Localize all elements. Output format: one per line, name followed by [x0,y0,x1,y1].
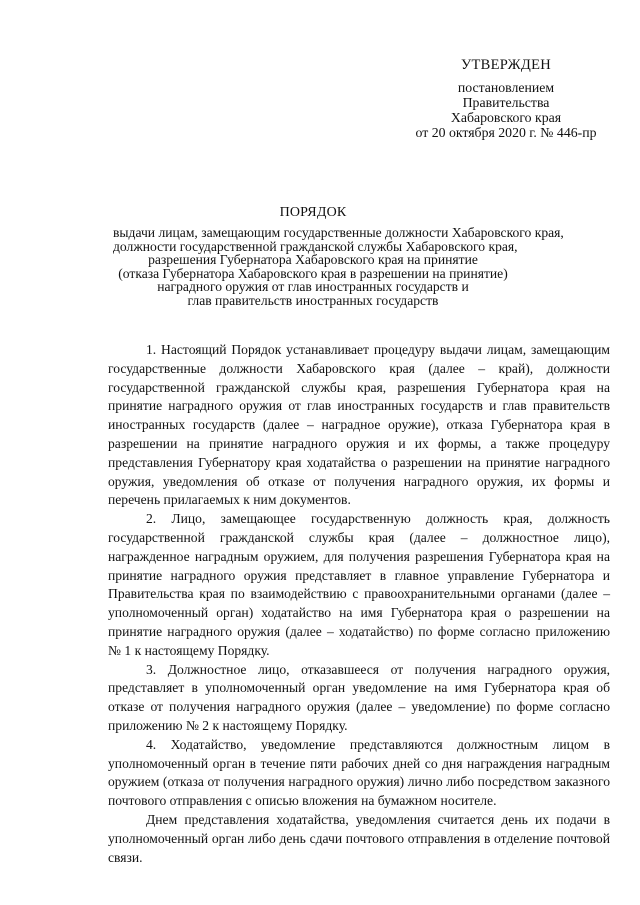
paragraph-2: 2. Лицо, замещающее государственную должность края, должность государственной гражданской службы края (далее – должностное лицо), награжденное наградным оружием, для получения разрешения Губернатора края на принятие наградного оружия представляет в главное управление Губернатора и Правительства края по взаимодействию с правоохранительными органами (далее – уполномоченный орган) ходатайство на имя Губернатора края о разрешении на принятие наградного оружия (далее – ходатайство) по форме согласно приложению № 1 к настоящему Порядку. [108,511,610,658]
approval-date: от 20 октября 2020 г. № 446-пр [415,125,597,140]
document-body [108,341,610,867]
subtitle-line: глав правительств иностранных государств [187,292,439,308]
document-subtitle [113,225,564,308]
subtitle-line: выдачи лицам, замещающим государственные должности Хабаровского края, [113,225,564,240]
paragraph-5: Днем представления ходатайства, уведомления считается день их подачи в уполномоченный орган либо день сдачи почтового отправления в отделение почтовой связи. [108,811,610,865]
paragraph-4: 4. Ходатайство, уведомление представляются должностным лицом в уполномоченный орган в течение пяти рабочих дней со дня награждения наградным оружием (отказа от получения наградного оружия) лично либо посредством заказного почтового отправления с описью вложения на бумажном носителе. [108,736,610,809]
document-title: ПОРЯДОК [279,205,347,220]
subtitle-line: разрешения Губернатора Хабаровского края на принятие [148,252,478,268]
approval-stamp [396,58,616,140]
approved-heading: УТВЕРЖДЕН [460,57,552,73]
subtitle-line: (отказа Губернатора Хабаровского края в разрешении на принятие) [118,265,508,281]
subtitle-line: должности государственной гражданской службы Хабаровского края, [113,238,518,254]
approval-line-government: Правительства [462,95,550,110]
subtitle-line: наградного оружия от глав иностранных государств и [157,279,469,295]
paragraph-1: 1. Настоящий Порядок устанавливает процедуру выдачи лицам, замещающим государственные должности Хабаровского края (далее – край), должности государственной гражданской службы края, разрешения Губернатора края на принятие наградного оружия от глав иностранных государств и глав правительств иностранных государств (далее – наградное оружие), отказа Губернатора края в разрешении на принятие наградного оружия и их формы, а также процедуру представления Губернатору края ходатайства о разрешении на принятие наградного оружия, уведомления об отказе от получения наградного оружия, их формы и перечень прилагаемых к ним документов. [108,342,610,508]
approval-line-resolution: постановлением [457,80,555,95]
approval-line-region: Хабаровского края [450,110,562,125]
paragraph-3: 3. Должностное лицо, отказавшееся от получения наградного оружия, представляет в уполномоченный орган уведомление на имя Губернатора края об отказе от получения наградного оружия (далее – уведомление) по форме согласно приложению № 2 к настоящему Порядку. [108,661,610,733]
